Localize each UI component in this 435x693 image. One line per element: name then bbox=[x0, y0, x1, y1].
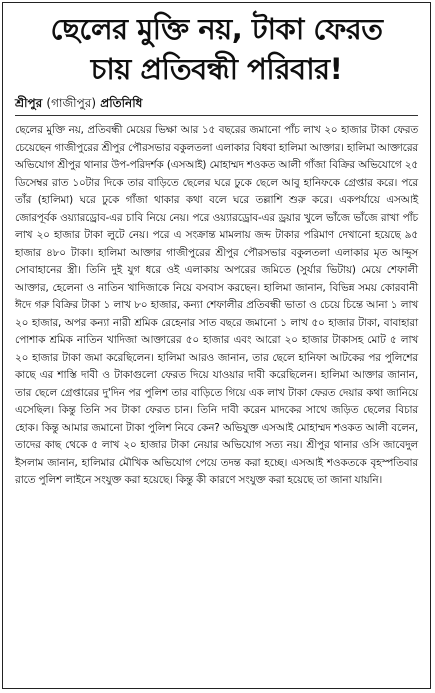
divider bbox=[15, 115, 418, 116]
dateline-district: (গাজীপুর) bbox=[46, 96, 97, 110]
article-body: ছেলের মুক্তি নয়, প্রতিবন্ধী মেয়ের ভিক্ষা আর ১৫ বছরের জমানো পাঁচ লাখ ২০ হাজার টাকা ফেরত চেয়েছেন গাজীপুরের শ্রীপুর পৌরসভার বকুলতলা এলাকার বিধবা হালিমা আক্তার। হালিমা আক্তারের অভিযোগ শ্রীপুর থানার উপ-পরিদর্শক (এসআই) মোহাম্মদ শওকত আলী গাঁজা বিক্রির অভিযোগে ২৫ ডিসেম্বর রাত ১০টার দিকে তার বাড়িতে ছেলের ঘরে ঢুকে ছেলে আবু হানিফকে গ্রেপ্তার করে। পরে তাঁর (হালিমা) ঘরে ঢুকে গাঁজা থাকার কথা বলে ঘরে তল্লাশি শুরু করে। একপর্যায়ে এসআই জোরপূর্বক ওয়্যারড্রোব-এর চাবি নিয়ে নেয়। পরে ওয়্যারড্রোব-এর ড্রয়ার খুলে ভাঁজে ভাঁজে রাখা পাঁচ লাখ ২০ হাজার টাকা লুটে নেয়। পরে এ সংক্রান্ত মামলায় জব্দ টাকার পরিমাণ দেখানো হয়েছে ৯৫ হাজার ৪৮০ টাকা। হালিমা আক্তার গাজীপুরের শ্রীপুর পৌরসভার বকুলতলা এলাকার মৃত আব্দুস সোবাহানের স্ত্রী। তিনি দুই যুগ ধরে ওই এলাকায় অপরের জমিতে (সুর্যার ভিটায়) মেয়ে শেফালী আক্তার, হেলেনা ও নাতিন খাদিজাকে নিয়ে বসবাস করছেন। হালিমা জানান, বিভিন্ন সময় কোরবানী ঈদে গরু বিক্রির টাকা ১ লাখ ৮০ হাজার, কন্যা শেফালীর প্রতিবন্ধী ভাতা ও চেয়ে চিন্তে আনা ১ লাখ ২০ হাজার, অপর কন্যা নারী শ্রমিক রেহেনার সাত বছরে জমানো ১ লাখ ৫০ হাজার টাকা, বাবাহারা পোশাক শ্রমিক নাতিন খাদিজা আক্তারের ৫০ হাজার এবং আরো ২০ হাজার টাকাসহ মোট ৫ লাখ ২০ হাজার টাকা জমা করেছিলেন। হালিমা আরও জানান, তার ছেলে হানিফা আটকের পর পুলিশের কাছে এর শাস্তি দাবী ও টাকাগুলো ফেরত দিয়ে যাওয়ার দাবী করেছিলেন। হালিমা আক্তার জানান, তার ছেলে গ্রেপ্তারের দু'দিন পর পুলিশ তার বাড়িতে গিয়ে এক লাখ টাকা ফেরত দেয়ার কথা জানিয়ে এসেছিল। কিন্তু তিনি সব টাকা ফেরত চান। তিনি দাবী করেন মাদকের সাথে জড়িত ছেলের বিচার হোক। কিন্তু আমার জমানো টাকা পুলিশ নিবে কেন? অভিযুক্ত এসআই মোহাম্মদ শওকত আলী বলেন, তাদের কাছ থেকে ৫ লাখ ২০ হাজার টাকা নেয়ার অভিযোগ সত্য নয়। শ্রীপুর থানার ওসি জাবেদুল ইসলাম জানান, হালিমার মৌখিক অভিযোগ পেয়ে তদন্ত করা হচ্ছে। এসআই শওকতকে বৃহস্পতিবার রাতে পুলিশ লাইনে সংযুক্ত করা হয়েছে। কিন্তু কী কারণে সংযুক্ত করা হয়েছে তা জানা যায়নি। bbox=[15, 124, 418, 486]
headline-line-2: চায় প্রতিবন্ধী পরিবার! bbox=[90, 52, 343, 86]
headline-line-1: ছেলের মুক্তি নয়, টাকা ফেরত bbox=[50, 12, 383, 46]
dateline-reporter: প্রতিনিধি bbox=[100, 96, 143, 110]
dateline bbox=[15, 95, 418, 111]
headline bbox=[11, 9, 422, 89]
dateline-place: শ্রীপুর bbox=[15, 96, 43, 110]
news-clipping bbox=[2, 2, 431, 689]
